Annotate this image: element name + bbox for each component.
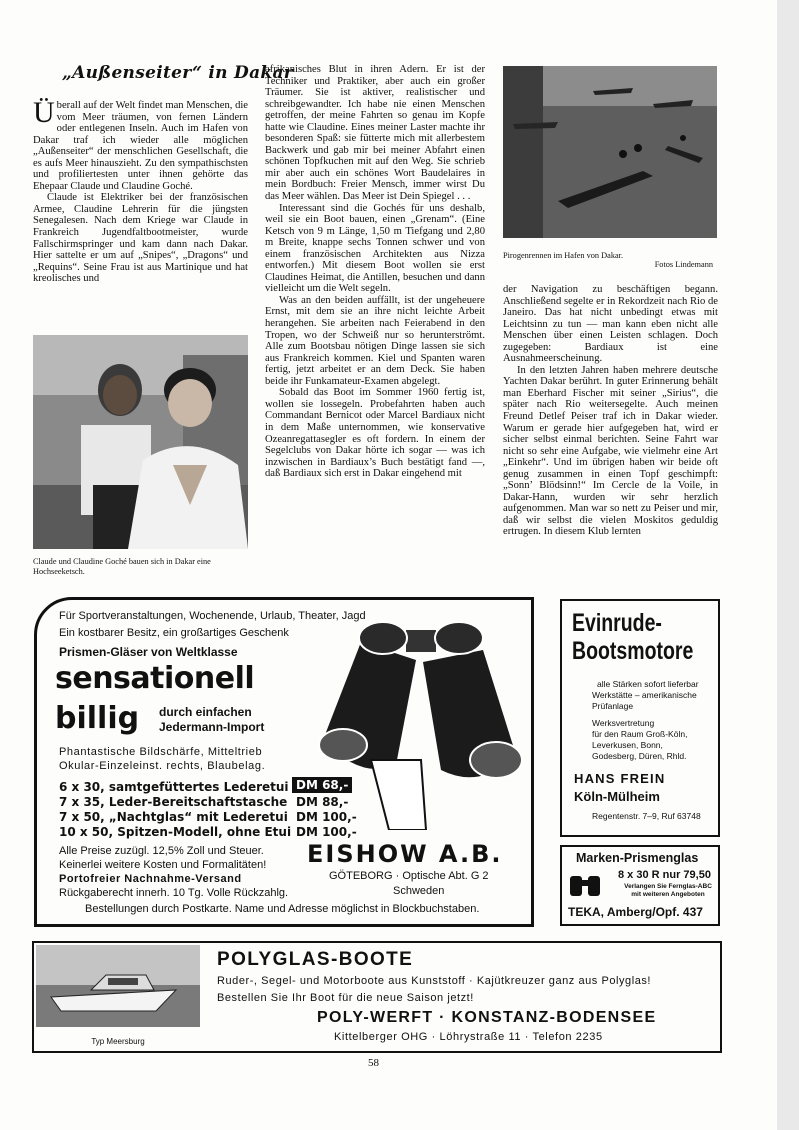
- paragraph: afrikanisches Blut in ihren Adern. Er ist der Techniker und Praktiker, aber auch ein großer Träumer. Sie ist aktiver, realistischer und schreibgewandter. Ich habe nie einen Menschen getroffen, der meine Fahrten so genau im Kopfe hatte wie Claudine. Eines meiner Laster machte ihr besonderen Spaß: sie fütterte mich mit allerbestem Backwerk und gab mir bei meiner Abfahrt einen schönen Topfkuchen mit auf den Weg. Sie schrieb mir aber auch ein schönes Wort Baudelaires in mein Bordbuch: Freier Mensch, immer wirst Du das Meer wählen. Das Meer ist Dein Spiegel . . .: [265, 64, 485, 203]
- drop-cap: Ü: [33, 96, 55, 129]
- ad-line: Ein kostbarer Besitz, ein großartiges Geschenk: [59, 627, 289, 639]
- paragraph: Was an den beiden auffällt, ist der ungeheuere Ernst, mit dem sie an ihre nicht leichte Arbeit herangehen. Sie arbeiten nach Feierabend in den Tropen, wo der Schweiß nur so herunterströmt. Alle zum Bootsbau nötigen Dinge lassen sie sich aus Frankreich kommen. Kiel und Spanten waren fertig, jetzt arbeitet er an dem Deck. Sie haben beide ihr Funkamateur-Examen abgelegt.: [265, 294, 485, 387]
- polyglas-advertisement: [32, 941, 722, 1053]
- teka-company: TEKA, Amberg/Opf. 437: [568, 905, 703, 919]
- teka-offer: 8 x 30 R nur 79,50: [618, 869, 711, 881]
- binoculars-advertisement: [34, 597, 534, 927]
- evinrude-title: Evinrude- Bootsmotore: [572, 609, 694, 665]
- evinrude-advertisement: [560, 599, 720, 837]
- teka-title: Marken-Prismenglas: [576, 851, 699, 865]
- photo-credit: Fotos Lindemann: [654, 260, 713, 269]
- polyglas-address: Kittelberger OHG · Löhrystraße 11 · Telefon 2235: [334, 1031, 603, 1043]
- article-column-1: [33, 96, 249, 285]
- boat-photo-caption: Typ Meersburg: [91, 1037, 145, 1046]
- polyglas-line: Bestellen Sie Ihr Boot für die neue Saison jetzt!: [217, 992, 474, 1004]
- ad-terms: Portofreier Nachnahme-Versand: [59, 873, 242, 885]
- pirogue-photo-caption: Pirogenrennen im Hafen von Dakar.: [503, 251, 624, 260]
- price: DM 88,-: [296, 795, 349, 809]
- polyglas-title: POLYGLAS-BOOTE: [217, 949, 414, 970]
- ad-feature: Okular-Einzeleinst. rechts, Blaubelag.: [59, 760, 266, 772]
- sensationell-headline: sensationell: [55, 661, 255, 696]
- company-address: Schweden: [393, 885, 445, 897]
- article-title: „Außenseiter“ in Dakar: [62, 63, 294, 83]
- couple-photo: [33, 335, 248, 549]
- ad-headline: Prismen-Gläser von Weltklasse: [59, 645, 238, 659]
- article-column-2: [265, 64, 485, 480]
- product-line: 6 x 30, samtgefüttertes Lederetui: [59, 780, 289, 794]
- billig-headline: billig: [55, 701, 140, 736]
- evinrude-street: Regentenstr. 7–9, Ruf 63748: [592, 811, 701, 821]
- couple-photo-caption: Claude und Claudine Goché bauen sich in Dakar eine Hochseeketsch.: [33, 557, 211, 576]
- product-line: 7 x 35, Leder-Bereitschaftstasche: [59, 795, 288, 809]
- binoculars-illustration: [311, 600, 531, 830]
- ad-footer: Bestellungen durch Postkarte. Name und Adresse möglichst in Blockbuchstaben.: [85, 903, 480, 915]
- ad-line: Für Sportveranstaltungen, Wochenende, Urlaub, Theater, Jagd: [59, 610, 366, 622]
- binoculars-icon: [568, 872, 602, 898]
- teka-sub: Verlangen Sie Fernglas-ABC mit weiteren Angeboten: [624, 883, 712, 898]
- company-name: EISHOW A.B.: [307, 840, 503, 868]
- paragraph: Sobald das Boot im Sommer 1960 fertig ist, wollen sie lossegeln. Probefahrten haben auch Commandant Bernicot oder Marcel Bardiaux nicht in dem Maße unternommen, wie konservative Ozeanregattasegler es oft fordern. In einem der Segelclubs von Dakar hörte ich sogar — was ich inzwischen in Bardiaux’s Buch bestätigt fand —, daß Bardiaux sich erst in Dakar eingehend mit: [265, 387, 485, 480]
- price: DM 100,-: [296, 825, 357, 839]
- price: DM 100,-: [296, 810, 357, 824]
- ad-terms: Rückgaberecht innerh. 10 Tg. Volle Rückzahlg.: [59, 887, 289, 899]
- polyglas-line: Ruder-, Segel- und Motorboote aus Kunststoff · Kajütkreuzer ganz aus Polyglas!: [217, 975, 652, 987]
- paragraph: Überall auf der Welt findet man Menschen, die vom Meer träumen, von fernen Ländern oder entlegenen Inseln. Auch im Hafen von Dakar traf ich wieder alle möglichen „Außenseiter“ der menschlichen Gesellschaft, die es aufs Meer hinauszieht. Zu den sympathischsten und profiliertesten unter ihnen gehörte das Ehepaar Claude und Claudine Goché.: [33, 96, 249, 192]
- product-line: 7 x 50, „Nachtglas“ mit Lederetui: [59, 810, 288, 824]
- paragraph: In den letzten Jahren haben mehrere deutsche Yachten Dakar berührt. In guter Erinnerung behält man Eberhard Fischer mit seiner „Sirius“, die später nach Rio weitersegelte. Auch meinen Freund Detlef Peiser traf ich in Dakar wieder. Warum er gerade hier aufgegeben hat, wird er sicher selbst einmal berichten. Seine Fahrt war nicht so sehr eine Aufgabe, wie vielmehr eine Art „Einkehr“. Und im übrigen haben wir beide oft genug zusammen in einen Topf geschimpft: „Sonn’ Blödsinn!“ Im Cercle de la Voile, in Dakar-Hann, wurden wir sehr herzlich aufgenommen. Man war so nett zu Peiser und mir, daß wir selbst die vielen Moskitos geduldig ertrugen. In diesem Klub lernten: [503, 364, 718, 538]
- paragraph: Interessant sind die Gochés für uns deshalb, weil sie ein Boot bauen, einen „Grenam“. (Eine Ketsch von 9 m Länge, 1,50 m Tiefgang und 2,80 m Breite, knappe sechs Tonnen schwer und von einem französischen Architekten aus Nizza entworfen.) Mit diesem Boot wollen sie erst Claudines Heimat, die Antillen, besuchen und dann vielleicht um die Welt segeln.: [265, 202, 485, 295]
- product-line: 10 x 50, Spitzen-Modell, ohne Etui: [59, 825, 292, 839]
- page-number: 58: [368, 1057, 379, 1069]
- polyglas-company: POLY-WERFT · KONSTANZ-BODENSEE: [317, 1009, 657, 1026]
- price: DM 68,-: [292, 777, 352, 793]
- teka-advertisement: [560, 845, 720, 926]
- paragraph: der Navigation zu beschäftigen begann. Anschließend segelte er in Rekordzeit nach Rio de Janeiro. Das hat nicht unbedingt etwas mit Leichtsinn zu tun — man kann eben nicht alle Menschen über einen Leisten schlagen. Doch zugegeben: Bardiaux ist eine Ausnahmeerscheinung.: [503, 284, 718, 365]
- ad-terms: Keinerlei weitere Kosten und Formalitäten!: [59, 859, 267, 871]
- ad-subline: durch einfachen: [159, 705, 252, 719]
- ad-subline: Jedermann-Import: [159, 720, 265, 734]
- boat-photo: [36, 945, 200, 1027]
- ad-terms: Alle Preise zuzügl. 12,5% Zoll und Steuer.: [59, 845, 264, 857]
- page-edge: [777, 0, 799, 1130]
- company-address: GÖTEBORG · Optische Abt. G 2: [329, 870, 489, 882]
- evinrude-details: alle Stärken sofort lieferbar Werkstätte – amerikanische Prüfanlage Werksvertretung für den Raum Groß-Köln, Leverkusen, Bonn, Godesberg, Düren, Rhld.: [592, 679, 699, 762]
- evinrude-city: Köln-Mülheim: [574, 789, 660, 804]
- ad-feature: Phantastische Bildschärfe, Mitteltrieb: [59, 746, 263, 758]
- paragraph: Claude ist Elektriker bei der französischen Armee, Claudine Lehrerin für die jüngsten Senegalesen. Nach dem Kriege war Claude in Frankreich Jugendfaltbootmeister, wurde Fallschirmspringer und kam dann nach Dakar. Hier sattelte er um auf „Snipes“, „Dragons“ und „Requins“. Seine Frau ist aus Martinique und hat kreolisches und: [33, 192, 248, 285]
- evinrude-company: HANS FREIN: [574, 771, 666, 786]
- article-column-3: [503, 284, 718, 538]
- pirogue-race-photo: [503, 66, 717, 238]
